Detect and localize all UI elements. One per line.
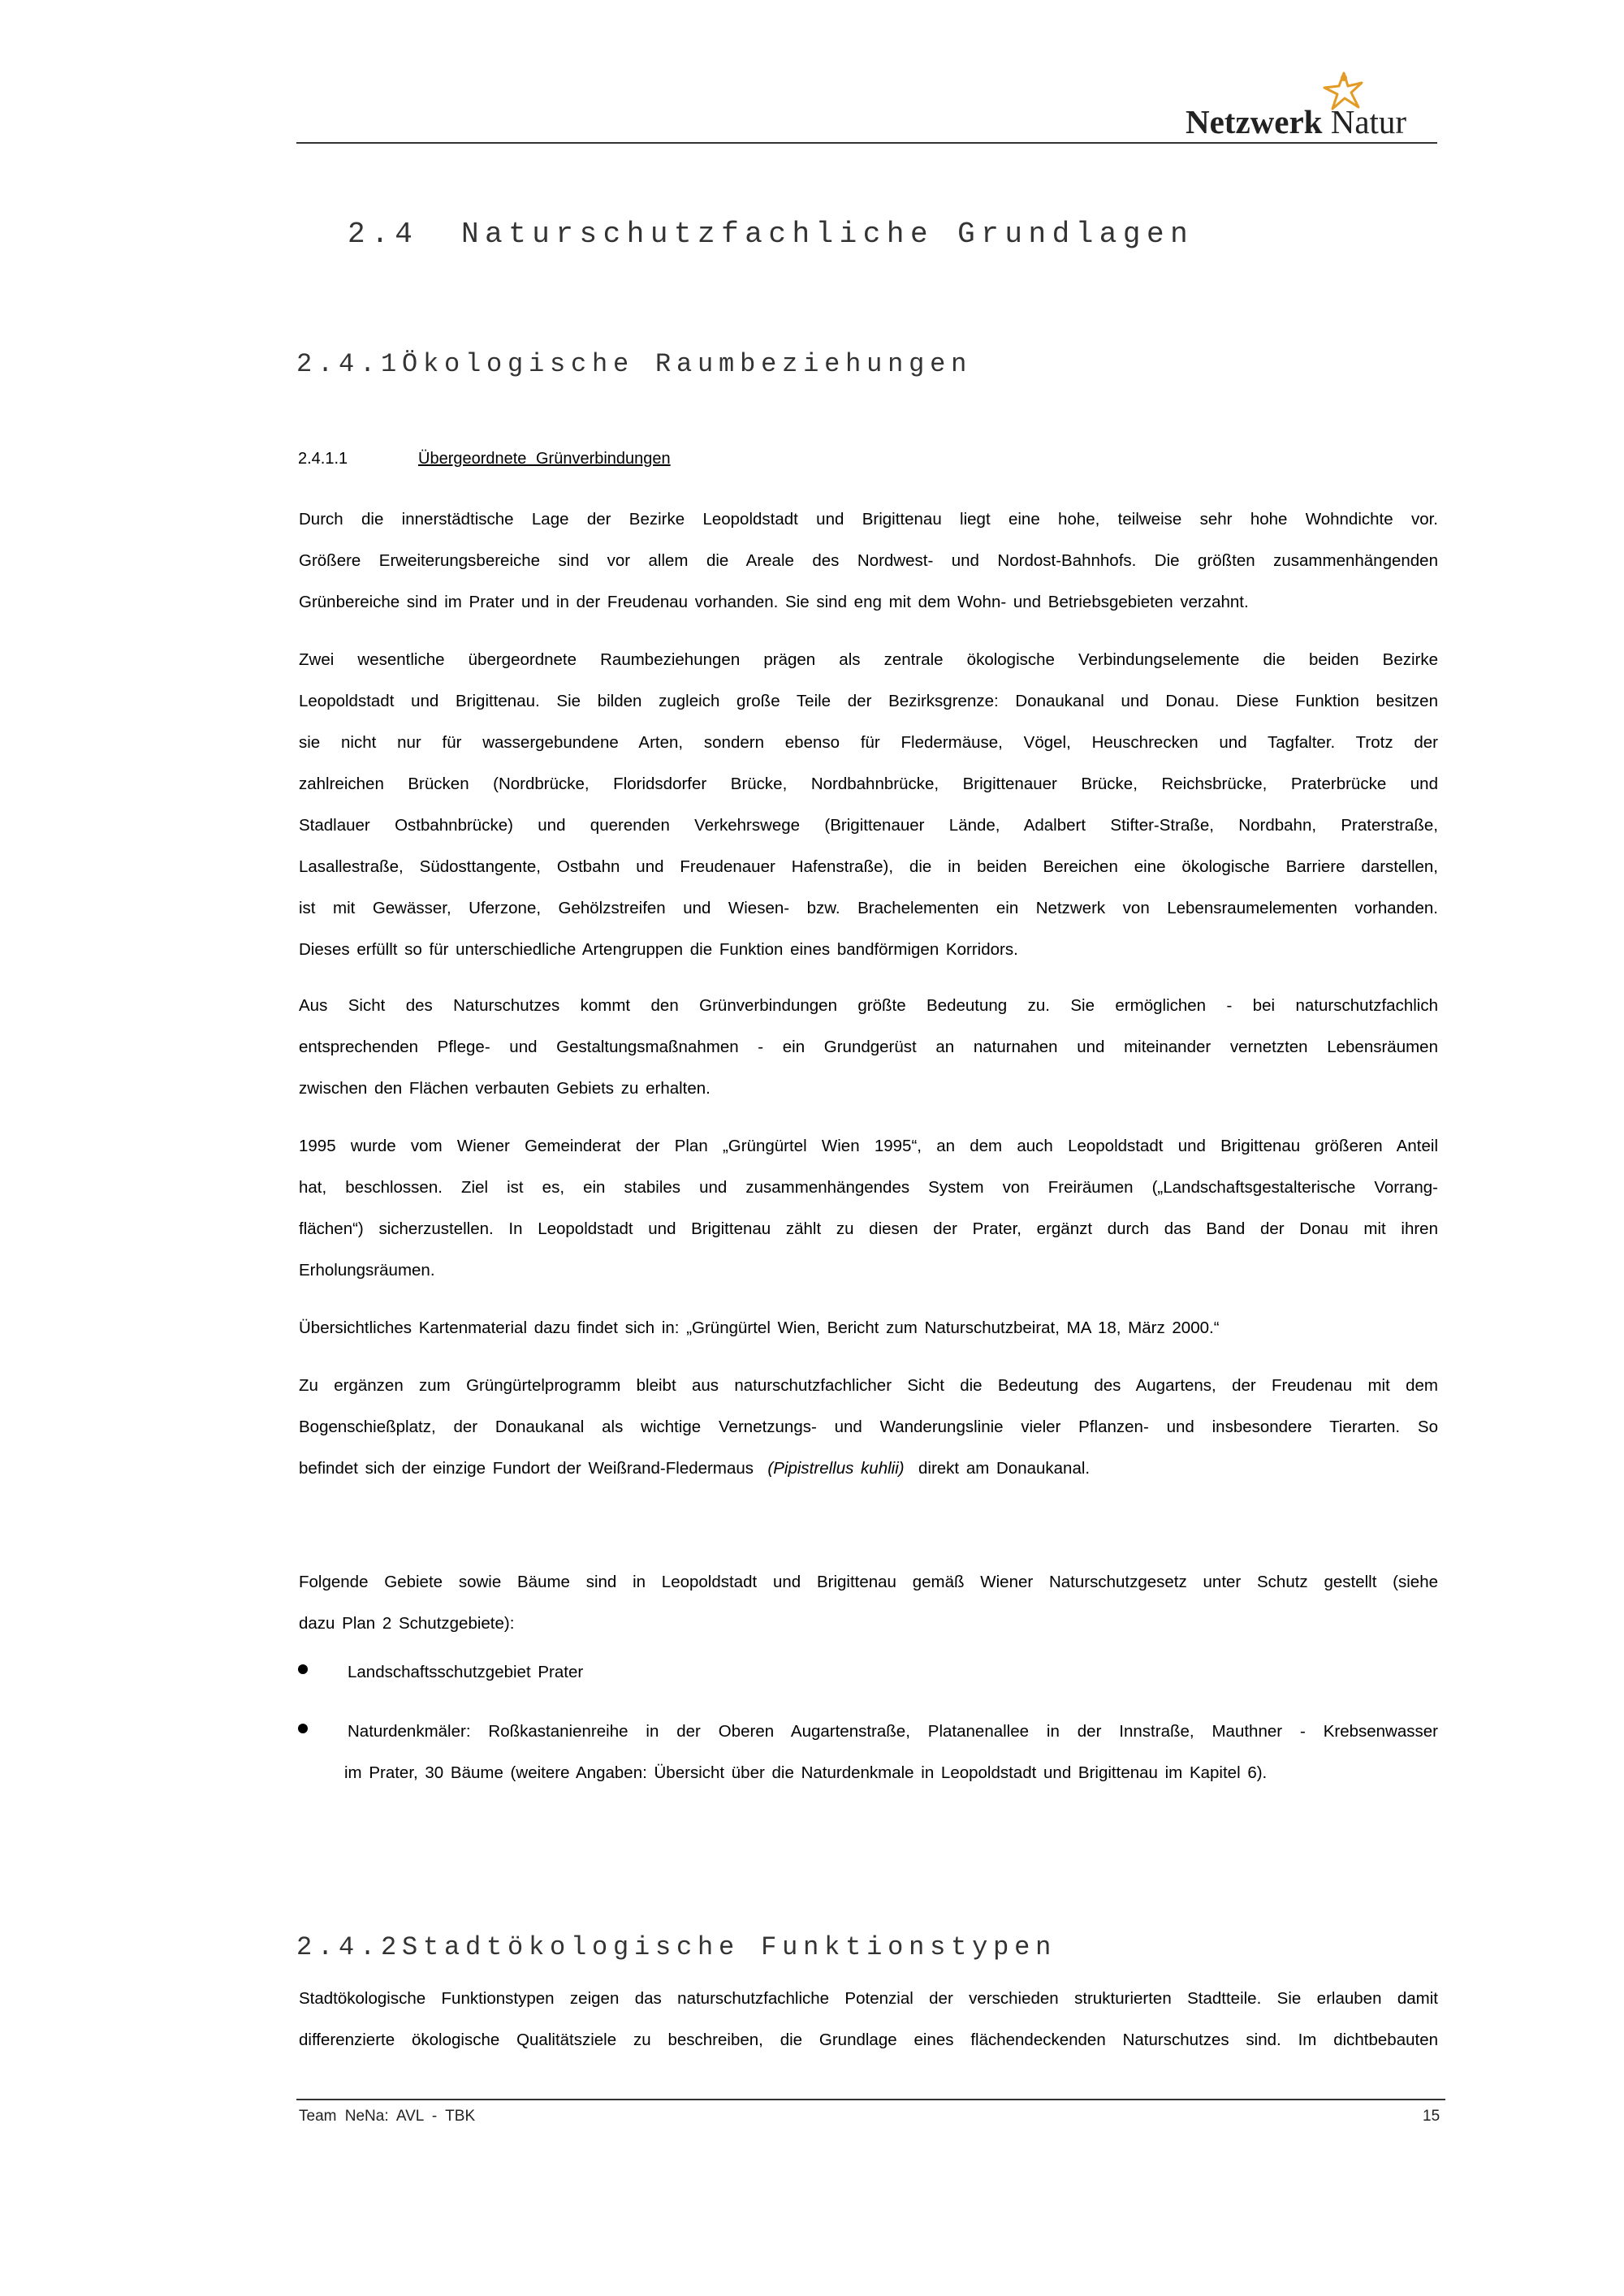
paragraph-7 (299, 1561, 1438, 1644)
paragraph-line: hat, beschlossen. Ziel ist es, ein stabiles und zusammenhängendes System von Freiräumen („Landschaftsgestalterische Vorrang- (299, 1178, 1438, 1197)
text-run: befindet sich der einzige Fundort der Weißrand-Fledermaus (299, 1459, 754, 1478)
paragraph-line: flächen“) sicherzustellen. In Leopoldstadt und Brigittenau zählt zu diesen der Prater, ergänzt durch das Band der Donau mit ihren (299, 1219, 1438, 1238)
list-item (348, 1651, 1438, 1693)
paragraph-4 (299, 1125, 1438, 1291)
header-divider (296, 142, 1437, 144)
subsection-heading-2 (296, 1932, 1056, 1962)
species-name: (Pipistrellus kuhlii) (767, 1459, 905, 1478)
paragraph-line: Zwei wesentliche übergeordnete Raumbeziehungen prägen als zentrale ökologische Verbindungselemente die beiden Bezirke (299, 650, 1438, 669)
section-heading (348, 218, 1194, 251)
paragraph-line: Erholungsräumen. (299, 1261, 435, 1280)
paragraph-line: Lasallestraße, Südosttangente, Ostbahn und Freudenauer Hafenstraße), die in beiden Bereichen eine ökologische Barriere darstellen, (299, 857, 1438, 876)
section-title: Naturschutzfachliche Grundlagen (461, 218, 1194, 251)
subsubsection-heading (298, 450, 671, 468)
paragraph-line: Grünbereiche sind im Prater und in der Freudenau vorhanden. Sie sind eng mit dem Wohn- und Betriebsgebieten verzahnt. (299, 593, 1249, 611)
logo-word-netzwerk: Netzwerk (1186, 103, 1323, 140)
paragraph-line: sie nicht nur für wassergebundene Arten, sondern ebenso für Fledermäuse, Vögel, Heuschrecken und Tagfalter. Trotz der (299, 733, 1438, 752)
list-item-text: Naturdenkmäler: Roßkastanienreihe in der Oberen Augartenstraße, Platanenallee in der Innstraße, Mauthner - Krebsenwasser (348, 1722, 1438, 1741)
paragraph-5 (299, 1307, 1438, 1349)
text-run: direkt am Donaukanal. (918, 1459, 1091, 1478)
paragraph-line: Größere Erweiterungsbereiche sind vor allem die Areale des Nordwest- und Nordost-Bahnhofs. Die größten zusammenhängenden (299, 551, 1438, 570)
subsubsection-number: 2.4.1.1 (298, 450, 348, 468)
logo-wordmark (1186, 102, 1406, 141)
paragraph-line: Leopoldstadt und Brigittenau. Sie bilden zugleich große Teile der Bezirksgrenze: Donaukanal und Donau. Diese Funktion besitzen (299, 692, 1438, 710)
paragraph-line: 1995 wurde vom Wiener Gemeinderat der Plan „Grüngürtel Wien 1995“, an dem auch Leopoldstadt und Brigittenau größeren Anteil (299, 1137, 1438, 1155)
paragraph-line: ist mit Gewässer, Uferzone, Gehölzstreifen und Wiesen- bzw. Brachelementen ein Netzwerk von Lebensraumelementen vorhanden. (299, 899, 1438, 917)
paragraph-line: dazu Plan 2 Schutzgebiete): (299, 1614, 515, 1633)
paragraph-2 (299, 639, 1438, 970)
subsection-number: 2.4.2 (296, 1932, 403, 1962)
paragraph-line: Durch die innerstädtische Lage der Bezirke Leopoldstadt und Brigittenau liegt eine hohe, teilweise sehr hohe Wohndichte vor. (299, 510, 1438, 529)
footer-divider (296, 2099, 1445, 2100)
paragraph-8 (299, 1978, 1438, 2061)
netzwerk-natur-logo (1186, 71, 1429, 145)
subsection-title: Stadtökologische Funktionstypen (402, 1932, 1057, 1962)
paragraph-6 (299, 1365, 1438, 1489)
paragraph-line (299, 1448, 1438, 1489)
list-item-text: im Prater, 30 Bäume (weitere Angaben: Übersicht über die Naturdenkmale in Leopoldstadt und Brigittenau im Kapitel 6). (344, 1763, 1268, 1782)
subsection-heading-1 (296, 349, 972, 379)
section-number: 2.4 (348, 218, 419, 251)
paragraph-line: Aus Sicht des Naturschutzes kommt den Grünverbindungen größte Bedeutung zu. Sie ermöglichen - bei naturschutzfachlich (299, 996, 1438, 1015)
paragraph-line: Dieses erfüllt so für unterschiedliche Artengruppen die Funktion eines bandförmigen Korridors. (299, 940, 1018, 959)
bullet-icon (298, 1664, 308, 1674)
paragraph-line: Folgende Gebiete sowie Bäume sind in Leopoldstadt und Brigittenau gemäß Wiener Naturschutzgesetz unter Schutz gestellt (siehe (299, 1573, 1438, 1591)
logo-word-natur: Natur (1330, 103, 1407, 140)
paragraph-line: entsprechenden Pflege- und Gestaltungsmaßnahmen - ein Grundgerüst an naturnahen und miteinander vernetzten Lebensräumen (299, 1038, 1438, 1056)
footer-team: Team NeNa: AVL - TBK (299, 2108, 476, 2125)
list-item (344, 1711, 1438, 1793)
list-item-text: Landschaftsschutzgebiet Prater (348, 1663, 584, 1681)
subsection-number: 2.4.1 (296, 349, 403, 379)
subsection-title: Ökologische Raumbeziehungen (402, 349, 973, 379)
paragraph-line: Bogenschießplatz, der Donaukanal als wichtige Vernetzungs- und Wanderungslinie vieler Pflanzen- und insbesondere Tierarten. So (299, 1418, 1438, 1436)
subsubsection-title: Übergeordnete Grünverbindungen (418, 450, 671, 468)
paragraph-line: zwischen den Flächen verbauten Gebiets zu erhalten. (299, 1079, 710, 1098)
paragraph-3 (299, 985, 1438, 1109)
paragraph-line: differenzierte ökologische Qualitätsziele zu beschreiben, die Grundlage eines flächendeckenden Naturschutzes sind. Im dichtbebauten (299, 2031, 1438, 2049)
bullet-icon (298, 1724, 308, 1733)
page-number: 15 (1423, 2108, 1440, 2125)
paragraph-line: Übersichtliches Kartenmaterial dazu findet sich in: „Grüngürtel Wien, Bericht zum Naturschutzbeirat, MA 18, März 2000.“ (299, 1318, 1220, 1337)
paragraph-line: Stadlauer Ostbahnbrücke) und querenden Verkehrswege (Brigittenauer Lände, Adalbert Stifter-Straße, Nordbahn, Praterstraße, (299, 816, 1438, 835)
paragraph-line: Zu ergänzen zum Grüngürtelprogramm bleibt aus naturschutzfachlicher Sicht die Bedeutung des Augartens, der Freudenau mit dem (299, 1376, 1438, 1395)
paragraph-line: zahlreichen Brücken (Nordbrücke, Floridsdorfer Brücke, Nordbahnbrücke, Brigittenauer Brücke, Reichsbrücke, Praterbrücke und (299, 775, 1438, 793)
paragraph-line: Stadtökologische Funktionstypen zeigen das naturschutzfachliche Potenzial der verschieden strukturierten Stadtteile. Sie erlauben damit (299, 1989, 1438, 2008)
paragraph-1 (299, 498, 1438, 623)
